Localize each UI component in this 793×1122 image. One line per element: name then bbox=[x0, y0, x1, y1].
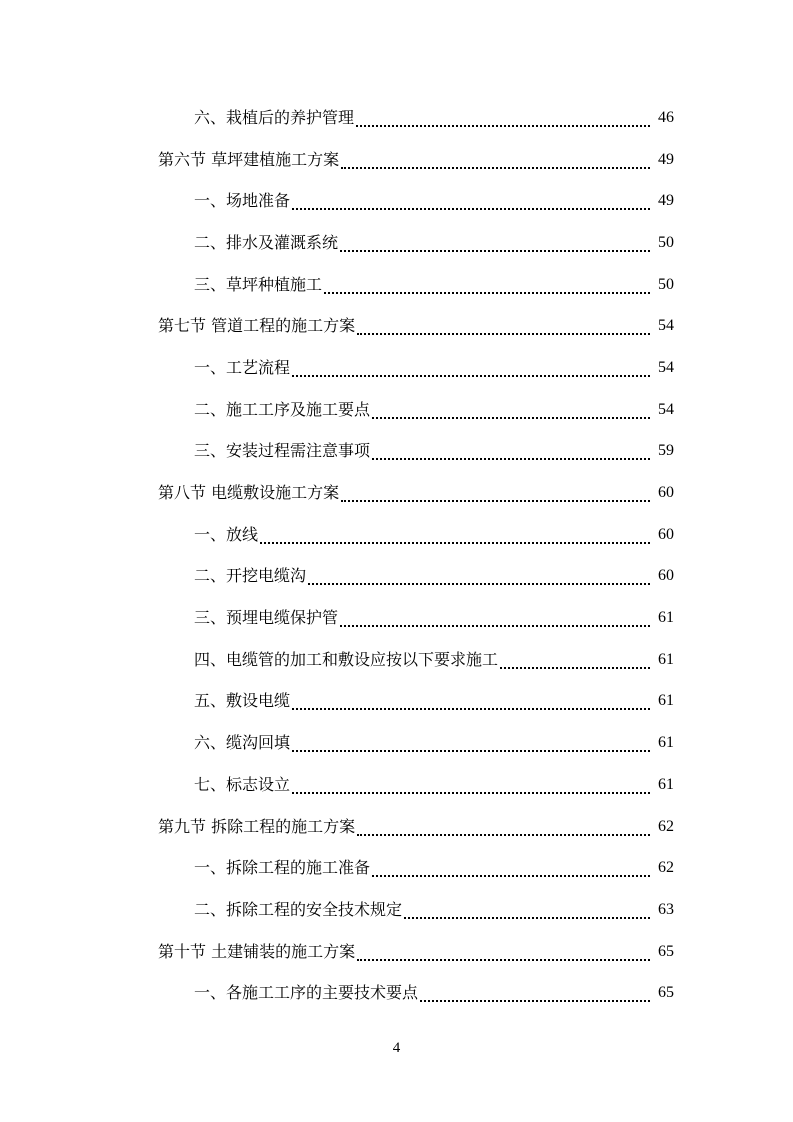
dot-leader bbox=[357, 945, 650, 961]
dot-leader bbox=[357, 319, 650, 335]
toc-entry-page: 54 bbox=[658, 400, 674, 418]
dot-leader bbox=[420, 986, 650, 1002]
toc-entry-label: 六、栽植后的养护管理 bbox=[194, 107, 355, 127]
dot-leader bbox=[500, 653, 650, 669]
toc-entry[interactable] bbox=[0, 431, 793, 473]
toc-entry[interactable] bbox=[0, 722, 793, 764]
toc-entry[interactable] bbox=[0, 764, 793, 806]
dot-leader bbox=[324, 278, 650, 294]
dot-leader bbox=[292, 694, 650, 710]
toc-entry-label: 一、场地准备 bbox=[194, 191, 291, 211]
toc-entry-page: 50 bbox=[658, 233, 674, 251]
dot-leader bbox=[372, 444, 650, 460]
dot-leader bbox=[292, 778, 650, 794]
toc-section-heading[interactable] bbox=[0, 305, 793, 347]
toc-entry-page: 61 bbox=[658, 692, 674, 710]
dot-leader bbox=[357, 820, 650, 836]
toc-entry-page: 54 bbox=[658, 317, 674, 335]
dot-leader bbox=[308, 569, 650, 585]
toc-entry[interactable] bbox=[0, 639, 793, 681]
toc-entry-label: 四、电缆管的加工和敷设应按以下要求施工 bbox=[194, 649, 499, 669]
toc-entry-label: 一、工艺流程 bbox=[194, 357, 291, 377]
toc-entry-label: 三、草坪种植施工 bbox=[194, 274, 323, 294]
toc-entry[interactable] bbox=[0, 97, 793, 139]
toc-entry-label: 一、拆除工程的施工准备 bbox=[194, 858, 371, 878]
toc-entry-label: 一、各施工工序的主要技术要点 bbox=[194, 983, 419, 1003]
toc-entry-page: 61 bbox=[658, 775, 674, 793]
dot-leader bbox=[341, 153, 650, 169]
toc-entry-label: 第六节 草坪建植施工方案 bbox=[158, 149, 340, 169]
toc-entry-page: 65 bbox=[658, 942, 674, 960]
dot-leader bbox=[372, 861, 650, 877]
toc-section-heading[interactable] bbox=[0, 806, 793, 848]
dot-leader bbox=[260, 528, 650, 544]
toc-entry-page: 49 bbox=[658, 192, 674, 210]
toc-entry-label: 五、敷设电缆 bbox=[194, 691, 291, 711]
toc-entry[interactable] bbox=[0, 347, 793, 389]
dot-leader bbox=[292, 361, 650, 377]
toc-entry-page: 54 bbox=[658, 358, 674, 376]
dot-leader bbox=[340, 611, 650, 627]
toc-entry[interactable] bbox=[0, 389, 793, 431]
toc-section-heading[interactable] bbox=[0, 139, 793, 181]
toc-entry[interactable] bbox=[0, 597, 793, 639]
toc-entry-page: 59 bbox=[658, 442, 674, 460]
toc-entry-label: 二、开挖电缆沟 bbox=[194, 566, 307, 586]
toc-entry-label: 七、标志设立 bbox=[194, 774, 291, 794]
toc-entry[interactable] bbox=[0, 556, 793, 598]
toc-entry[interactable] bbox=[0, 222, 793, 264]
toc-entry-label: 六、缆沟回填 bbox=[194, 733, 291, 753]
toc-entry-page: 61 bbox=[658, 734, 674, 752]
toc-entry[interactable] bbox=[0, 514, 793, 556]
toc-entry-page: 50 bbox=[658, 275, 674, 293]
toc-entry-page: 49 bbox=[658, 150, 674, 168]
toc-entry-page: 60 bbox=[658, 525, 674, 543]
toc-section-heading[interactable] bbox=[0, 472, 793, 514]
toc-entry-label: 三、预埋电缆保护管 bbox=[194, 608, 339, 628]
toc-entry[interactable] bbox=[0, 847, 793, 889]
toc-entry-label: 第八节 电缆敷设施工方案 bbox=[158, 483, 340, 503]
toc-entry[interactable] bbox=[0, 972, 793, 1014]
toc-entry-label: 三、安装过程需注意事项 bbox=[194, 441, 371, 461]
toc-entry[interactable] bbox=[0, 681, 793, 723]
toc-entry-page: 60 bbox=[658, 567, 674, 585]
toc-entry-label: 第七节 管道工程的施工方案 bbox=[158, 316, 356, 336]
dot-leader bbox=[372, 403, 650, 419]
dot-leader bbox=[340, 236, 650, 252]
toc-entry-label: 二、排水及灌溉系统 bbox=[194, 232, 339, 252]
page-number: 4 bbox=[392, 1040, 401, 1056]
toc-entry-page: 62 bbox=[658, 859, 674, 877]
toc-entry[interactable] bbox=[0, 889, 793, 931]
toc-entry-page: 61 bbox=[658, 650, 674, 668]
toc-entry-page: 63 bbox=[658, 900, 674, 918]
dot-leader bbox=[404, 903, 650, 919]
toc-entry-label: 一、放线 bbox=[194, 524, 259, 544]
toc-entry-label: 二、拆除工程的安全技术规定 bbox=[194, 899, 403, 919]
toc-entry[interactable] bbox=[0, 264, 793, 306]
toc-entry-label: 第十节 土建铺装的施工方案 bbox=[158, 941, 356, 961]
toc-entry[interactable] bbox=[0, 180, 793, 222]
toc-section-heading[interactable] bbox=[0, 931, 793, 973]
toc-entry-page: 60 bbox=[658, 484, 674, 502]
toc-entry-page: 46 bbox=[658, 108, 674, 126]
dot-leader bbox=[292, 194, 650, 210]
table-of-contents bbox=[0, 97, 793, 1014]
toc-entry-page: 65 bbox=[658, 984, 674, 1002]
toc-entry-label: 二、施工工序及施工要点 bbox=[194, 399, 371, 419]
dot-leader bbox=[341, 486, 650, 502]
toc-entry-page: 61 bbox=[658, 609, 674, 627]
dot-leader bbox=[292, 736, 650, 752]
dot-leader bbox=[356, 111, 650, 127]
toc-entry-page: 62 bbox=[658, 817, 674, 835]
toc-entry-label: 第九节 拆除工程的施工方案 bbox=[158, 816, 356, 836]
